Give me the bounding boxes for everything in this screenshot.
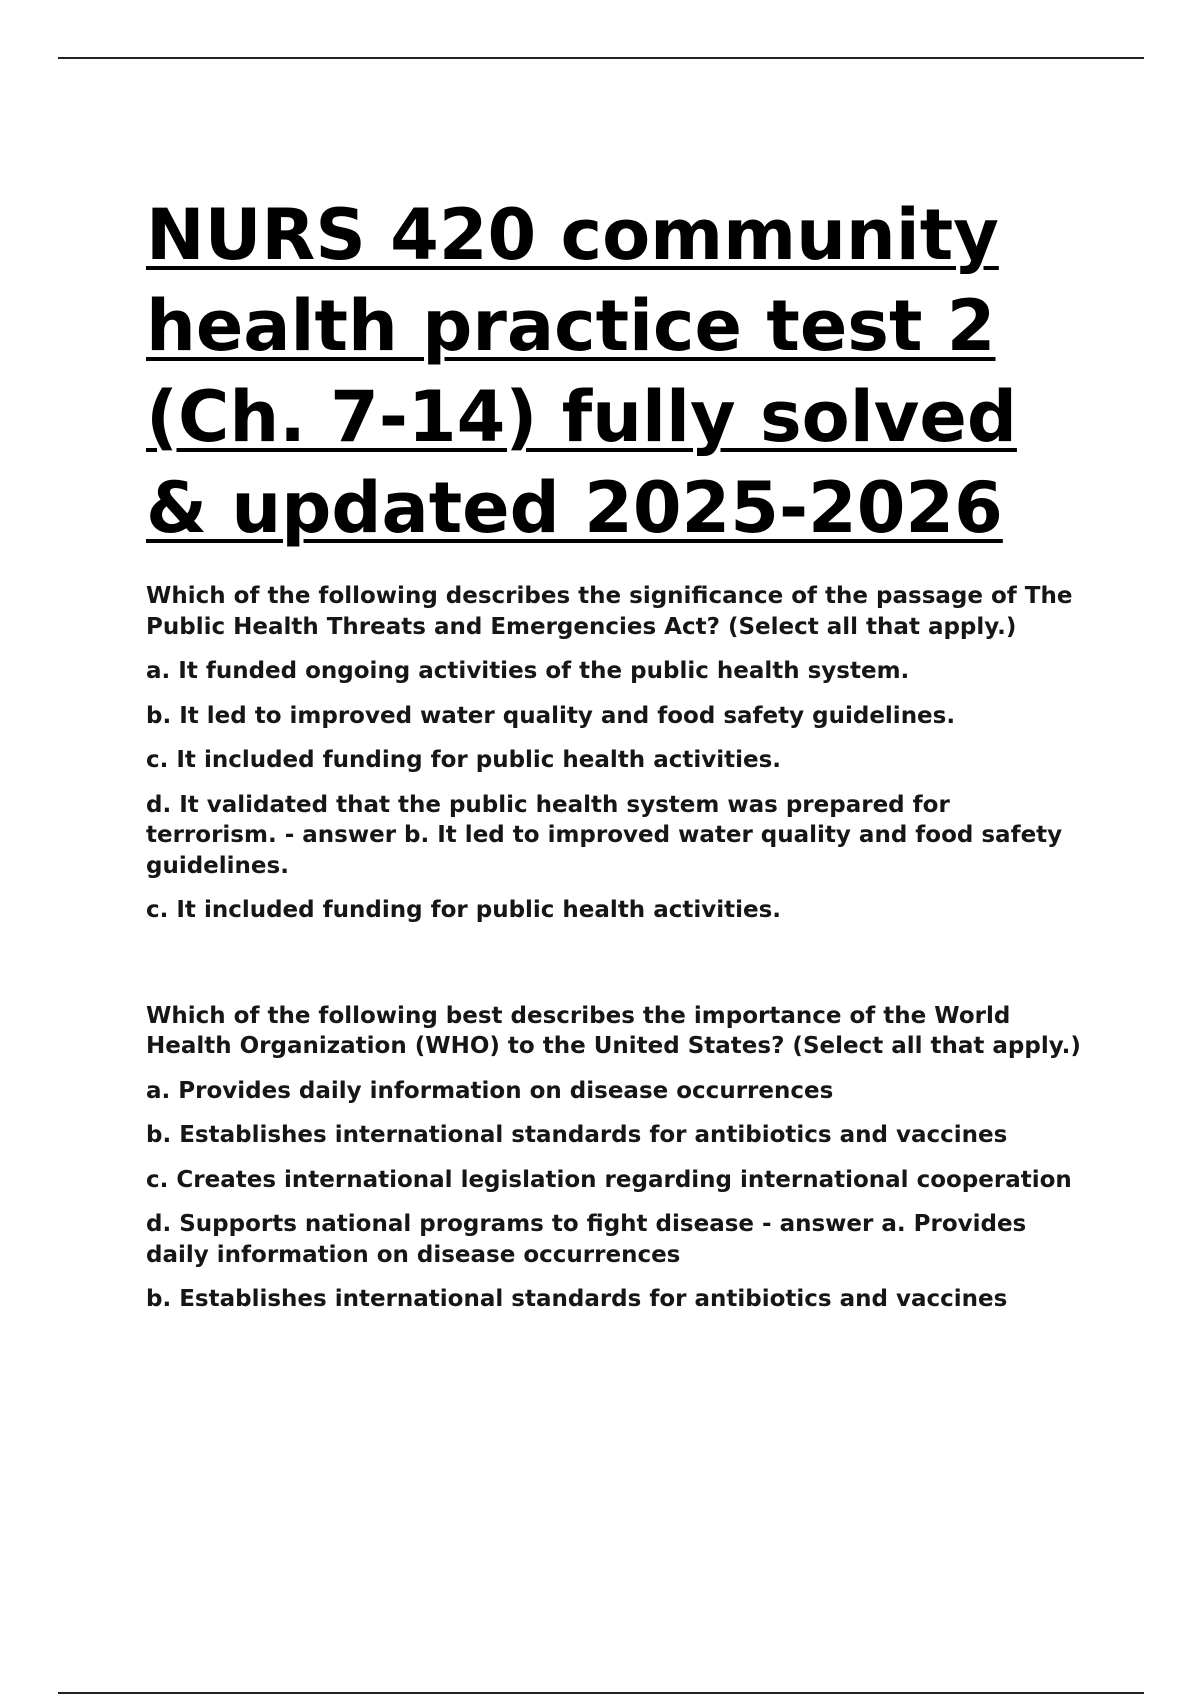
bottom-rule — [58, 1692, 1144, 1694]
question-2 — [146, 1001, 1086, 1315]
question-prompt: Which of the following best describes the importance of the World Health Organization (WHO) to the United States? (Select all that apply.) — [146, 1002, 1081, 1059]
question-1 — [146, 581, 1086, 926]
answer-continuation: c. It included funding for public health activities. — [146, 897, 782, 923]
document-title: NURS 420 community health practice test 2 (Ch. 7-14) fully solved & updated 2025-2026 — [146, 194, 1017, 549]
document-body — [146, 190, 1086, 1329]
answer-continuation: b. Establishes international standards for antibiotics and vaccines — [146, 1286, 1008, 1312]
option-c: c. It included funding for public health activities. — [146, 747, 782, 773]
option-a: a. Provides daily information on disease occurrences — [146, 1077, 834, 1104]
question-prompt: Which of the following describes the significance of the passage of The Public Health Threats and Emergencies Act? (Select all that apply.) — [146, 583, 1073, 640]
option-b: b. Establishes international standards for antibiotics and vaccines — [146, 1122, 1008, 1148]
option-c: c. Creates international legislation regarding international cooperation — [146, 1166, 1072, 1193]
top-rule — [58, 57, 1144, 59]
option-d-with-answer: d. It validated that the public health system was prepared for terrorism. - answer b. It led to improved water quality and food safety guidelines. — [146, 791, 1063, 879]
option-a: a. It funded ongoing activities of the public health system. — [146, 658, 910, 684]
option-b: b. It led to improved water quality and food safety guidelines. — [146, 702, 956, 729]
option-d-with-answer: d. Supports national programs to fight disease - answer a. Provides daily information on disease occurrences — [146, 1211, 1027, 1268]
